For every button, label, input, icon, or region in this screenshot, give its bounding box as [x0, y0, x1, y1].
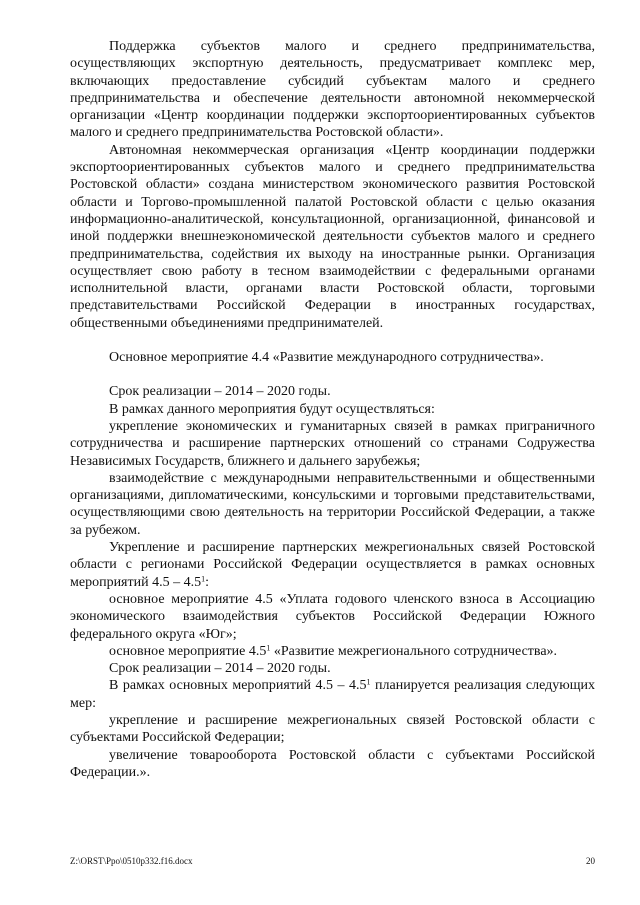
file-path: Z:\ORST\Ppo\0510p332.f16.docx: [70, 856, 193, 866]
list-item-measure-4-5: основное мероприятие 4.5 «Уплата годового членского взноса в Ассоциацию экономического взаимодействия субъектов Российской Федерации Южного федерального округа «Юг»;: [70, 591, 595, 642]
superscript-mark: 1: [266, 643, 271, 653]
page-number: 20: [586, 856, 595, 866]
planned-measures-text: планируется реализация следующих мер:: [70, 678, 596, 711]
interregional-links-text: Укрепление и расширение партнерских межрегиональных связей Ростовской области с регионами Российской Федерации осуществляется в рамках основных мероприятий 4.5 – 4.5: [70, 540, 595, 590]
page-footer: [70, 856, 595, 870]
list-item-border-cooperation: укрепление экономических и гуманитарных связей в рамках приграничного сотрудничества и расширение партнерских отношений со странами Содружества Независимых Государств, ближнего и дальнего зарубежья;: [70, 418, 595, 469]
colon-mark: :: [205, 574, 209, 590]
paragraph-planned-measures: [70, 677, 595, 712]
paragraph-measure-intro: В рамках данного мероприятия будут осуществляться:: [109, 401, 435, 417]
heading-measure-4-4: Основное мероприятие 4.4 «Развитие международного сотрудничества».: [109, 350, 544, 366]
list-item-measure-4-5-1: [70, 643, 595, 660]
list-item-trade-turnover: увеличение товарооборота Ростовской области с субъектами Российской Федерации.».: [70, 747, 595, 780]
planned-measures-prefix: В рамках основных мероприятий 4.5 – 4.5: [109, 678, 367, 694]
paragraph-term-4-5: Срок реализации – 2014 – 2020 годы.: [109, 661, 331, 677]
paragraph-term-4-4: Срок реализации – 2014 – 2020 годы.: [109, 384, 331, 400]
document-body: [70, 38, 595, 781]
paragraph-anco-center: Автономная некоммерческая организация «Центр координации поддержки экспортоориентированных субъектов малого и среднего предпринимательства Ростовской области» создана министерством экономического развития Ростовской области и Торгово-промышленной палатой Ростовской области с целью оказания информационно-аналитической, консультационной, организационной, финансовой и иной поддержки внешнеэкономической деятельности субъектов малого и среднего предпринимательства, содействия их выходу на иностранные рынки. Организация осуществляет свою работу в тесном взаимодействии с федеральными органами исполнительной власти, органами власти Ростовской области, торговыми представительствами Российской Федерации в иностранных государствах, общественными объединениями предпринимателей.: [70, 142, 595, 331]
measure-4-5-1-title: «Развитие межрегионального сотрудничества».: [273, 643, 558, 659]
paragraph-interregional-links: [70, 539, 595, 591]
superscript-mark: 1: [366, 678, 371, 687]
paragraph-sme-export-support: Поддержка субъектов малого и среднего предпринимательства, осуществляющих экспортную деятельность, предусматривает комплекс мер, включающих предоставление субсидий субъектам малого и среднего предпринимательства и обеспечение деятельности автономной некоммерческой организации «Центр координации поддержки экспортоориентированных субъектов малого и среднего предпринимательства Ростовской области».: [70, 39, 595, 141]
superscript-mark: 1: [201, 574, 206, 584]
measure-4-5-1-prefix: основное мероприятие 4.5: [109, 643, 267, 659]
list-item-international-organizations: взаимодействие с международными неправительственными и общественными организациями, дипломатическими, консульскими и торговыми представительствами, осуществляющими свою деятельность на территории Российской Федерации, а также за рубежом.: [70, 470, 595, 538]
list-item-interregional-links: укрепление и расширение межрегиональных связей Ростовской области с субъектами Российской Федерации;: [70, 712, 595, 746]
